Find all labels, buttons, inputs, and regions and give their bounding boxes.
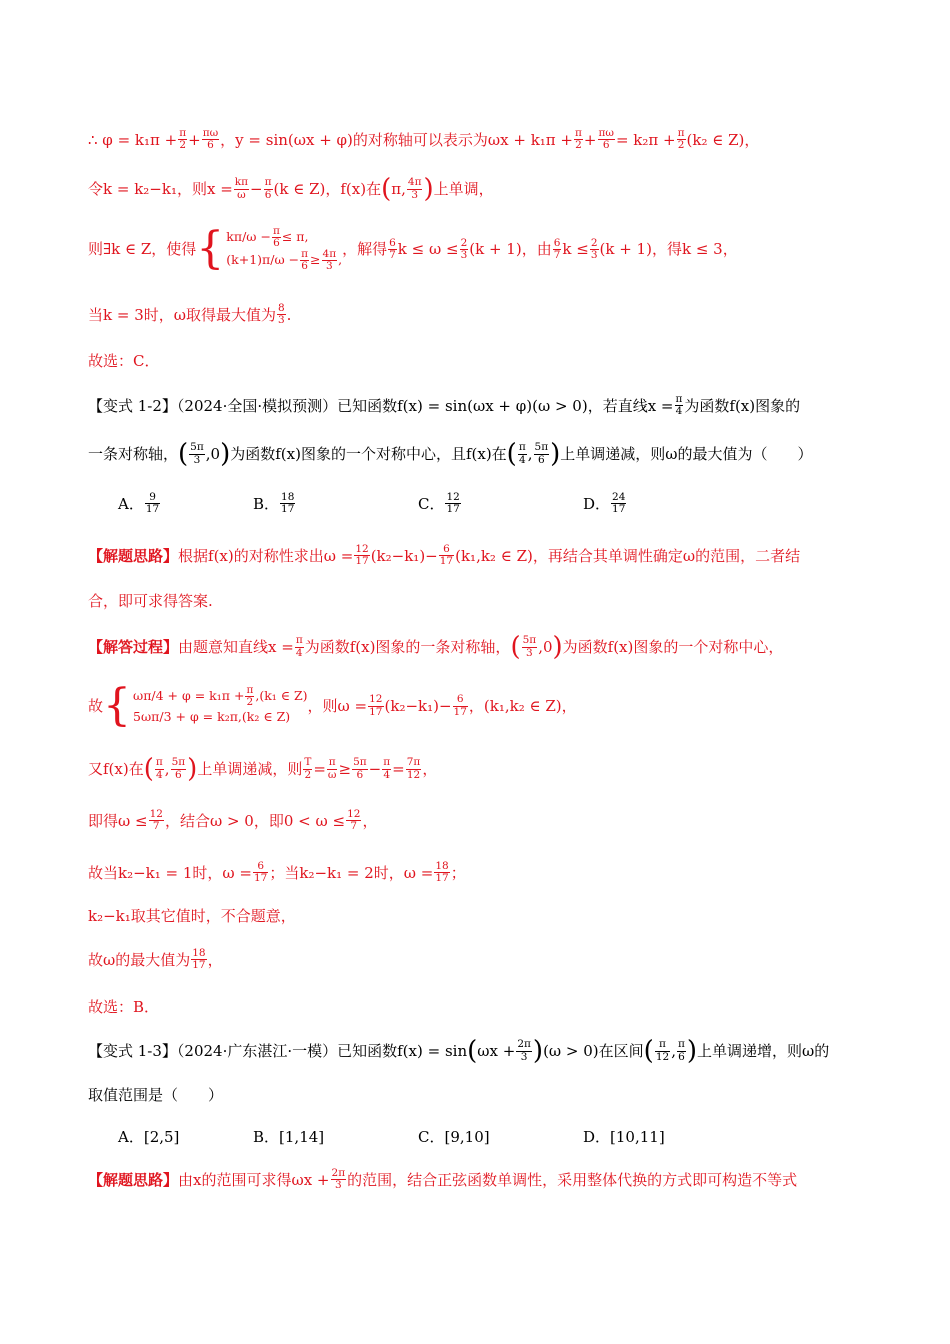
fraction: 5π 6	[534, 441, 549, 466]
text: 上单调递减，则ω的最大值为（ ）	[560, 445, 813, 463]
solution-line-2: 令k = k₂−k₁，则x = $\frac{k\pi}{\omega}$ − $\frac{\pi}{6}$ (k ∈ Z)，f(x)在 ( π, 4π 3 ) 上单调，	[88, 174, 494, 204]
fraction: $\frac{\pi}{4}$	[295, 634, 303, 659]
text: =	[392, 760, 405, 778]
text: k₂−k₁取其它值时，不合题意，	[88, 907, 296, 925]
fraction: π 6	[677, 1038, 685, 1063]
text: k ≤ ω ≤	[397, 240, 459, 259]
text: (k₂−k₁)−	[370, 546, 438, 565]
fraction: $\frac{\pi}{2}$	[179, 127, 187, 152]
text: (k₁,k₂ ∈ Z)，再结合其单调性确定ω的范围，二者结	[455, 546, 801, 565]
text: ≥	[338, 760, 352, 778]
text: ，	[362, 811, 378, 830]
fraction: 4π 3	[407, 176, 422, 201]
text: 故选：B．	[88, 998, 160, 1016]
text: 为函数f(x)图象的	[684, 396, 801, 415]
fraction: $\frac{k\pi}{\omega}$	[234, 176, 249, 201]
fraction: 6 7	[389, 236, 396, 261]
equation-system: ωπ/4 + φ = k₁π + $\frac{\pi}{2}$ ,(k₁ ∈ Z) 5ωπ/3 + φ = k₂π,(k₂ ∈ Z)	[133, 684, 308, 725]
fraction: 5π 3	[190, 441, 204, 466]
fraction: $\frac{2}{3}$	[460, 236, 468, 261]
text: (k + 1)，由	[469, 240, 552, 259]
question-1-2-line-1	[88, 394, 874, 417]
label: 【解题思路】	[88, 1170, 179, 1189]
text: 故ω的最大值为	[88, 950, 191, 969]
process-1-2-line-6	[88, 907, 874, 925]
option-d[interactable]: D． [10,11]	[583, 1127, 665, 1146]
text: 为函数f(x)图象的一个对称中心，且f(x)在	[230, 445, 507, 463]
fraction: $\frac{12}{7}$	[149, 808, 163, 833]
text: −	[368, 760, 382, 778]
fraction: $\frac{T}{2}$	[304, 756, 312, 781]
fraction: 18 17	[192, 947, 206, 972]
fraction: $\frac{2\pi}{3}$	[517, 1038, 531, 1063]
fraction: π 4	[155, 756, 163, 781]
text: (k₂−k₁)−	[384, 697, 452, 715]
text: 上单调递减，则	[197, 760, 303, 778]
text: =	[313, 760, 326, 778]
fraction: $\frac{\pi\omega}{6}$	[598, 127, 614, 152]
process-1-2-line-2: 故 { ωπ/4 + φ = k₁π + $\frac{\pi}{2}$ ,(k₁ ∈ Z) 5ωπ/3 + φ = k₂π,(k₂ ∈ Z) ，则ω = $\frac{12}{17}$ (k₂−k₁)− $\frac{6}{17}$ ，(k₁,k₂ ∈ Z)，	[88, 680, 577, 731]
options-1-2	[118, 492, 627, 515]
option-b[interactable]: B． 18 17	[253, 491, 295, 516]
fraction: $\frac{6}{17}$	[439, 543, 454, 568]
text: 由x的范围可求得ωx +	[178, 1170, 330, 1189]
fraction: $\frac{\pi}{6}$	[264, 176, 272, 201]
text: ；	[450, 863, 466, 882]
text: 由题意知直线x =	[178, 638, 294, 656]
process-1-2-line-3: 又f(x)在 ( π 4 , 5π 6 ) 上单调递减，则 $\frac{T}{2}$ = $\frac{\pi}{\omega}$ ≥ $\frac{5\pi}{6}$ − $\frac{\pi}{4}$ = $\frac{7\pi}{12}$ ，	[88, 754, 438, 784]
question-1-3-line-1: 【变式 1-3】（2024·广东湛江·一模）已知函数f(x) = sin ( ωx + $\frac{2\pi}{3}$ ) (ω > 0)在区间 ( π 12 , π 6 ) 上单调递增，则ω的	[88, 1036, 830, 1066]
fraction: $\frac{\pi\omega}{6}$	[202, 127, 219, 152]
text: 上单调，	[433, 180, 494, 198]
text: (k ∈ Z)，f(x)在	[273, 180, 382, 198]
text: 【变式 1-2】（2024·全国·模拟预测）已知函数f(x) = sin(ωx + φ)(ω > 0)，若直线x =	[88, 396, 674, 415]
solution-line-1	[88, 128, 874, 151]
text: 故选：C．	[88, 352, 160, 370]
hint-1-2-line-2	[88, 592, 874, 610]
answer-line	[88, 352, 874, 370]
options-1-3	[118, 1126, 665, 1147]
text: 根据f(x)的对称性求出ω =	[178, 546, 354, 565]
fraction: 8 3	[277, 302, 285, 327]
solution-line-3: 则∃k ∈ Z，使得 { kπ/ω − $\frac{\pi}{6}$ ≤ π, (k+1)π/ω − $\frac{\pi}{6}$ ≥ $\frac{4\pi}{3}$ , ，解得 6 7 k ≤ ω ≤ $\frac{2}{3}$ (k + 1)，由 6 7 k ≤ $\frac{2}{3}$ (k + 1)，得k ≤ 3，	[88, 223, 738, 275]
fraction: 5π 6	[171, 756, 186, 781]
process-1-2-line-1: 【解答过程】 由题意知直线x = $\frac{\pi}{4}$ 为函数f(x)图象的一条对称轴， ( 5π 3 ,0 ) 为函数f(x)图象的一个对称中心，	[88, 632, 784, 662]
fraction: $\frac{12}{7}$	[347, 808, 361, 833]
text: 为函数f(x)图象的一个对称中心，	[562, 638, 784, 656]
fraction: $\frac{\pi}{4}$	[675, 393, 683, 418]
text: ，y = sin(ωx + φ)的对称轴可以表示为ωx + k₁π +	[220, 130, 574, 149]
text: ,	[671, 1042, 676, 1060]
inequality-system: kπ/ω − $\frac{\pi}{6}$ ≤ π, (k+1)π/ω − $\frac{\pi}{6}$ ≥ $\frac{4\pi}{3}$ ,	[226, 225, 343, 273]
answer-line-1-2	[88, 998, 874, 1016]
text: (ω > 0)在区间	[543, 1042, 644, 1060]
fraction: $\frac{\pi}{2}$	[575, 127, 582, 152]
option-c[interactable]: C． 12 17	[418, 491, 460, 516]
text: ,0	[538, 638, 553, 656]
text: 的范围，结合正弦函数单调性，采用整体代换的方式即可构造不等式	[347, 1170, 798, 1189]
option-a[interactable]: A． 9 17	[118, 491, 160, 516]
fraction: $\frac{\pi}{2}$	[677, 127, 685, 152]
option-b[interactable]: B． [1,14]	[253, 1127, 325, 1146]
text: 【变式 1-3】（2024·广东湛江·一模）已知函数f(x) = sin	[88, 1042, 468, 1060]
option-d[interactable]: D． 24 17	[583, 491, 626, 516]
process-1-2-line-5	[88, 861, 874, 884]
fraction: π 4	[518, 441, 526, 466]
text: 令k = k₂−k₁，则x =	[88, 180, 233, 198]
text: +	[583, 130, 597, 149]
text: ,	[527, 445, 533, 463]
text: (k₂ ∈ Z)，	[686, 130, 760, 149]
option-a[interactable]: A． [2,5]	[118, 1127, 180, 1146]
question-1-2-line-2: 一条对称轴， ( 5π 3 ,0 ) 为函数f(x)图象的一个对称中心，且f(x)在 ( π 4 , 5π 6 ) 上单调递减，则ω的最大值为（ ）	[88, 439, 813, 469]
fraction: $\frac{\pi}{\omega}$	[327, 756, 337, 781]
label: 【解题思路】	[88, 546, 179, 565]
fraction: 6 7	[553, 236, 561, 261]
text: ，结合ω > 0，即0 < ω ≤	[164, 811, 346, 830]
fraction: $\frac{2\pi}{3}$	[331, 1167, 346, 1192]
text: 合，即可求得答案.	[88, 592, 213, 610]
text: 取值范围是（ ）	[88, 1086, 224, 1104]
fraction: $\frac{\pi}{4}$	[383, 756, 391, 781]
text: 又f(x)在	[88, 760, 144, 778]
fraction: $\frac{6}{17}$	[453, 693, 467, 718]
label: 【解答过程】	[88, 638, 179, 656]
process-1-2-line-7	[88, 948, 874, 971]
fraction: $\frac{6}{17}$	[254, 860, 268, 885]
text: ,	[164, 760, 170, 778]
text: ωx +	[477, 1042, 516, 1060]
hint-1-3-line-1	[88, 1168, 874, 1191]
text: (k + 1)，得k ≤ 3，	[599, 240, 738, 259]
text: k ≤	[562, 240, 589, 259]
text: ∴ φ = k₁π +	[88, 130, 178, 149]
fraction: π 12	[655, 1038, 670, 1063]
solution-line-4	[88, 303, 874, 326]
fraction: 5π 3	[522, 634, 537, 659]
text: 一条对称轴，	[88, 445, 179, 463]
fraction: $\frac{5\pi}{6}$	[353, 756, 367, 781]
text: π,	[391, 180, 406, 198]
text: 即得ω ≤	[88, 811, 148, 830]
text: 故当k₂−k₁ = 1时，ω =	[88, 863, 252, 882]
fraction: $\frac{7\pi}{12}$	[406, 756, 421, 781]
option-c[interactable]: C． [9,10]	[418, 1127, 490, 1146]
text: = k₂π +	[615, 130, 676, 149]
hint-1-2-line-1	[88, 544, 874, 567]
text: −	[250, 180, 263, 198]
text: 则∃k ∈ Z，使得	[88, 240, 197, 259]
fraction: $\frac{18}{17}$	[435, 860, 449, 885]
text: ,0	[205, 445, 221, 463]
text: +	[188, 130, 201, 149]
fraction: $\frac{12}{17}$	[355, 543, 369, 568]
text: 上单调递增，则ω的	[697, 1042, 830, 1060]
text: ，	[422, 760, 438, 778]
text: 当k = 3时，ω取得最大值为	[88, 305, 276, 324]
text: ，(k₁,k₂ ∈ Z)，	[468, 697, 577, 715]
text: ，解得	[342, 240, 388, 259]
text: ；当k₂−k₁ = 2时，ω =	[269, 863, 434, 882]
question-1-3-line-2	[88, 1086, 874, 1104]
text: 故	[88, 697, 104, 715]
process-1-2-line-4	[88, 809, 874, 832]
text: 为函数f(x)图象的一条对称轴，	[304, 638, 511, 656]
text: ，	[207, 950, 223, 969]
text: ，则ω =	[307, 697, 368, 715]
fraction: $\frac{2}{3}$	[590, 236, 598, 261]
text: .	[286, 305, 292, 324]
fraction: $\frac{12}{17}$	[369, 693, 383, 718]
